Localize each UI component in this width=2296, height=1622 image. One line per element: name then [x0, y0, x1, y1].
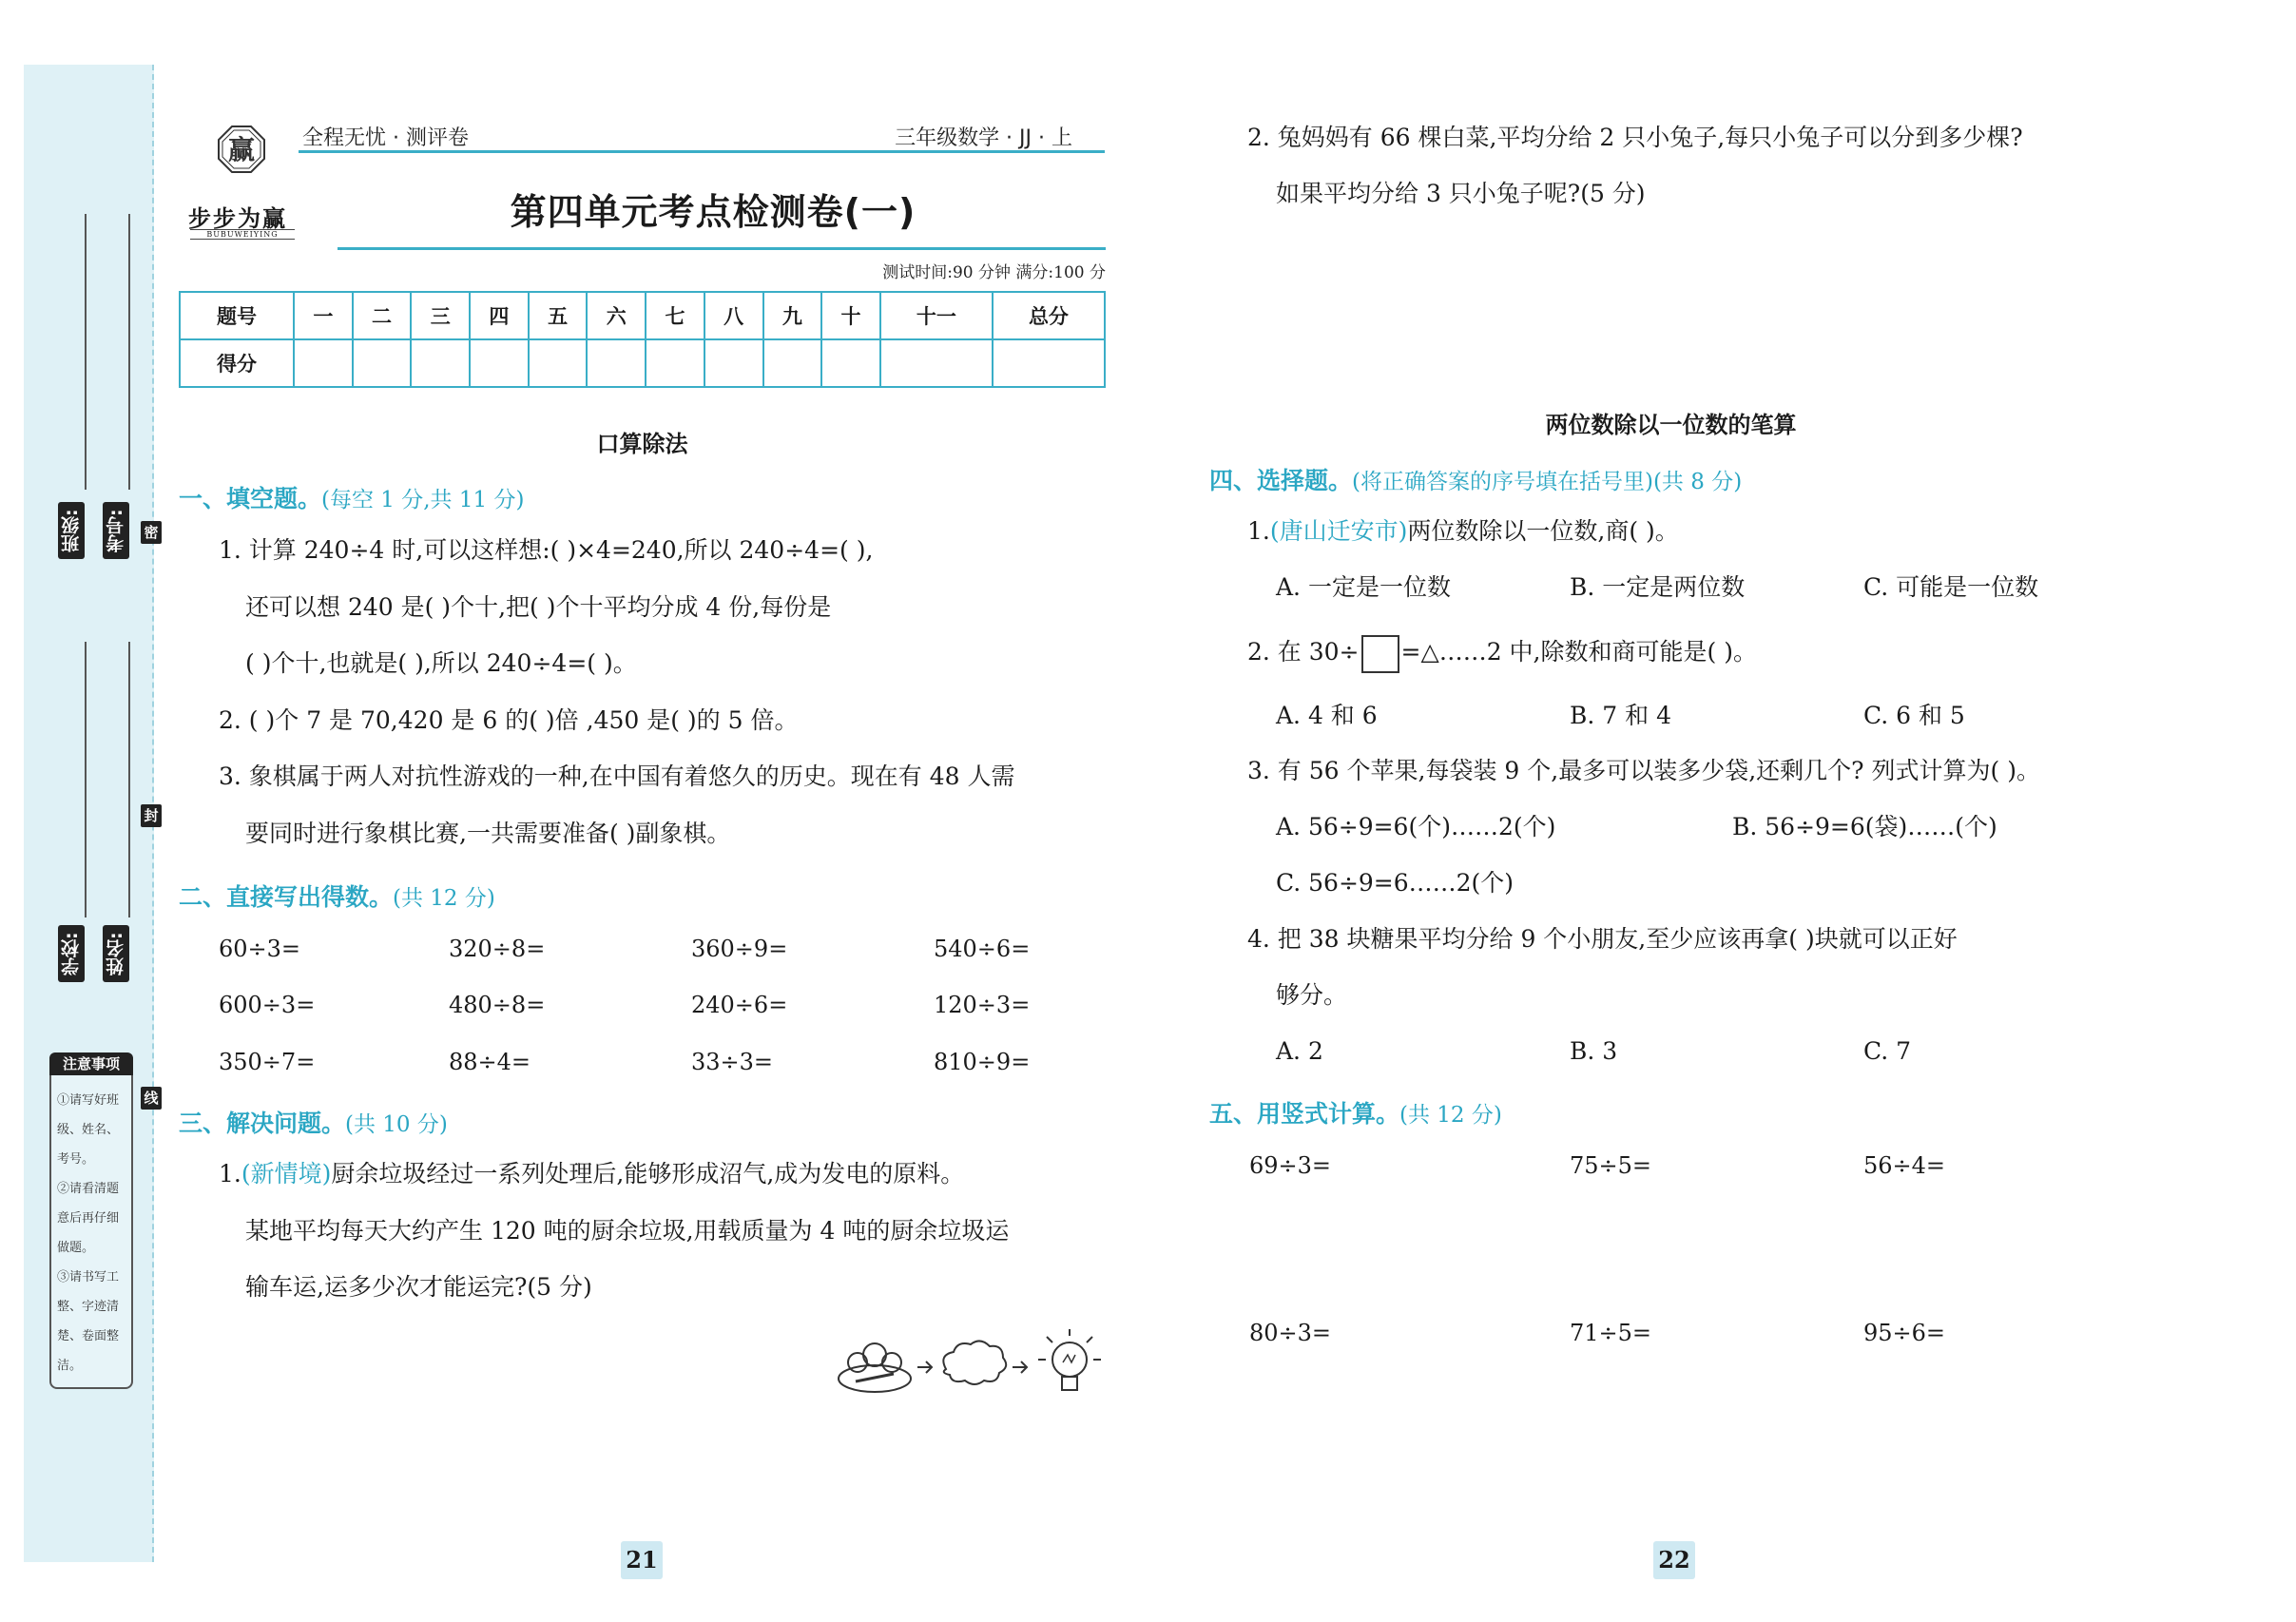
q4-3-line: 3. 有 56 个苹果,每袋装 9 个,最多可以装多少袋,还剩几个? 列式计算为( )。: [1247, 757, 2040, 784]
q4-4-line-a: 4. 把 38 块糖果平均分给 9 个小朋友,至少应该再拿( )块就可以正好: [1247, 925, 1958, 953]
exam-no-label: 考号:: [103, 502, 129, 559]
table-cell: 九: [763, 292, 822, 339]
calc-item: 350÷7=: [219, 1049, 316, 1075]
heading-points: (每空 1 分,共 11 分): [321, 488, 525, 512]
calc-item: 71÷5=: [1570, 1320, 1652, 1346]
calc-item: 69÷3=: [1249, 1152, 1332, 1179]
score-blank[interactable]: [646, 339, 704, 387]
svg-text:赢: 赢: [227, 134, 256, 165]
score-blank[interactable]: [529, 339, 588, 387]
name-label: 姓名:: [103, 925, 129, 982]
q4-1-line: [1247, 519, 1679, 543]
calc-item: 810÷9=: [934, 1049, 1031, 1075]
question-text: 2. 在 30÷: [1247, 638, 1360, 666]
calc-item: 600÷3=: [219, 992, 316, 1018]
question-text: 厨余垃圾经过一系列处理后,能够形成沼气,成为发电的原料。: [331, 1160, 965, 1188]
calc-item: 540÷6=: [934, 936, 1031, 962]
heading-text: 一、填空题。: [179, 485, 322, 512]
waste-to-energy-icon: [837, 1326, 1108, 1404]
section-title-written-division: 两位数除以一位数的笔算: [1545, 412, 1797, 438]
option[interactable]: B. 56÷9=6(袋)……(个): [1732, 813, 1997, 840]
question-number: 1.: [1247, 517, 1270, 545]
option[interactable]: C. 6 和 5: [1863, 702, 1965, 729]
option[interactable]: A. 4 和 6: [1276, 702, 1378, 729]
q1-1-line-c: ( )个十,也就是( ),所以 240÷4=( )。: [245, 649, 637, 677]
option[interactable]: A. 2: [1276, 1037, 1323, 1065]
score-blank[interactable]: [763, 339, 822, 387]
series-name: 全程无忧 · 测评卷: [302, 126, 469, 150]
question-1-heading: [179, 480, 524, 514]
notes-line: ②请看清题: [57, 1182, 120, 1196]
table-cell: 十: [821, 292, 880, 339]
class-write-line: [85, 214, 87, 490]
seal-xian: 线: [141, 1087, 162, 1110]
question-text: =△……2 中,除数和商可能是( )。: [1400, 638, 1757, 666]
heading-points: (共 12 分): [393, 886, 495, 911]
table-cell: 五: [529, 292, 588, 339]
notes-body: [57, 1086, 129, 1381]
score-table-header-row: [180, 292, 1105, 339]
q1-3-line-a: 3. 象棋属于两人对抗性游戏的一种,在中国有着悠久的历史。现在有 48 人需: [219, 763, 1015, 790]
table-cell: 总分: [993, 292, 1105, 339]
q3-1-line-c: 输车运,运多少次才能运完?(5 分): [245, 1273, 592, 1301]
q3-1-line-b: 某地平均每天大约产生 120 吨的厨余垃圾,用载质量为 4 吨的厨余垃圾运: [245, 1217, 1010, 1245]
seal-feng: 封: [141, 804, 162, 827]
score-blank[interactable]: [470, 339, 529, 387]
table-cell: 十一: [880, 292, 993, 339]
table-cell: 三: [411, 292, 470, 339]
calc-item: 320÷8=: [449, 936, 546, 962]
option[interactable]: C. 可能是一位数: [1863, 573, 2039, 601]
option[interactable]: A. 56÷9=6(个)……2(个): [1276, 813, 1556, 840]
page-number-22: 22: [1653, 1541, 1695, 1579]
q1-1-line-b: 还可以想 240 是( )个十,把( )个十平均分成 4 份,每份是: [245, 593, 832, 621]
notes-line: 考号。: [57, 1152, 95, 1167]
q3-2-line-b: 如果平均分给 3 只小兔子呢?(5 分): [1276, 180, 1646, 207]
name-write-line: [128, 642, 130, 917]
section-title-oral-division: 口算除法: [596, 431, 688, 457]
option[interactable]: C. 56÷9=6……2(个): [1276, 869, 1515, 897]
q1-1-line-a: 1. 计算 240÷4 时,可以这样想:( )×4=240,所以 240÷4=( ),: [219, 536, 874, 564]
q3-2-line-a: 2. 兔妈妈有 66 棵白菜,平均分给 2 只小兔子,每只小兔子可以分到多少棵?: [1247, 124, 2023, 151]
option[interactable]: B. 一定是两位数: [1570, 573, 1746, 601]
page-number-21: 21: [621, 1541, 663, 1579]
seal-mi: 密: [141, 521, 162, 544]
score-blank[interactable]: [821, 339, 880, 387]
school-label: 学校:: [58, 925, 85, 982]
notes-line: 做题。: [57, 1241, 95, 1255]
notes-line: 意后再仔细: [57, 1211, 120, 1226]
heading-text: 三、解决问题。: [179, 1110, 346, 1137]
table-cell: 题号: [180, 292, 294, 339]
question-2-heading: [179, 879, 495, 913]
table-cell: 四: [470, 292, 529, 339]
test-meta: 测试时间:90 分钟 满分:100 分: [882, 263, 1106, 282]
notes-line: ①请写好班: [57, 1093, 120, 1108]
question-tag: (新情境): [241, 1160, 332, 1188]
brand-english: BUBUWEIYING: [190, 229, 295, 240]
option[interactable]: C. 7: [1863, 1037, 1912, 1065]
score-blank[interactable]: [294, 339, 353, 387]
score-blank[interactable]: [411, 339, 470, 387]
question-4-heading: [1209, 462, 1742, 496]
question-text: 两位数除以一位数,商( )。: [1407, 517, 1679, 545]
notes-title: 注意事项: [49, 1052, 133, 1075]
table-cell: 八: [704, 292, 763, 339]
calc-item: 240÷6=: [691, 992, 788, 1018]
title-rule: [338, 247, 1106, 250]
question-3-heading: [179, 1105, 448, 1139]
question-tag: (唐山迁安市): [1269, 517, 1408, 545]
heading-points: (共 12 分): [1399, 1103, 1502, 1128]
notes-box: [49, 1052, 133, 1389]
option[interactable]: B. 7 和 4: [1570, 702, 1671, 729]
score-table-score-row: [180, 339, 1105, 387]
q1-2-line: 2. ( )个 7 是 70,420 是 6 的( )倍 ,450 是( )的 5 倍。: [219, 706, 799, 734]
question-number: 1.: [219, 1160, 241, 1188]
score-blank[interactable]: [993, 339, 1105, 387]
calc-item: 60÷3=: [219, 936, 301, 962]
table-cell: 得分: [180, 339, 294, 387]
class-label: 班级:: [58, 502, 85, 559]
score-blank[interactable]: [880, 339, 993, 387]
heading-points: (共 10 分): [345, 1112, 448, 1137]
notes-line: 楚、卷面整: [57, 1329, 120, 1343]
calc-item: 480÷8=: [449, 992, 546, 1018]
score-blank[interactable]: [353, 339, 412, 387]
score-table: [179, 291, 1106, 388]
heading-text: 四、选择题。: [1209, 467, 1353, 494]
notes-line: 级、姓名、: [57, 1123, 120, 1137]
table-cell: 二: [353, 292, 412, 339]
notes-line: ③请书写工: [57, 1270, 120, 1284]
table-cell: 六: [587, 292, 646, 339]
table-cell: 七: [646, 292, 704, 339]
page-title: 第四单元考点检测卷(一): [510, 191, 916, 233]
answer-box[interactable]: [1361, 635, 1399, 673]
grade-book: 三年级数学 · JJ · 上: [895, 126, 1072, 150]
option[interactable]: A. 一定是一位数: [1276, 573, 1451, 601]
calc-item: 33÷3=: [691, 1049, 774, 1075]
calc-item: 88÷4=: [449, 1049, 531, 1075]
calc-item: 56÷4=: [1863, 1152, 1946, 1179]
calc-item: 95÷6=: [1863, 1320, 1946, 1346]
brand-name: 步步为赢: [188, 205, 287, 232]
score-blank[interactable]: [587, 339, 646, 387]
heading-text: 五、用竖式计算。: [1209, 1100, 1400, 1128]
calc-item: 75÷5=: [1570, 1152, 1652, 1179]
school-write-line: [85, 642, 87, 917]
heading-points: (将正确答案的序号填在括号里)(共 8 分): [1352, 470, 1743, 494]
notes-line: 洁。: [57, 1359, 83, 1373]
exam-no-write-line: [128, 214, 130, 490]
calc-item: 80÷3=: [1249, 1320, 1332, 1346]
q3-1-line-a: [219, 1162, 964, 1186]
header-rule: [299, 150, 1105, 153]
option[interactable]: B. 3: [1570, 1037, 1618, 1065]
calc-item: 120÷3=: [934, 992, 1031, 1018]
question-5-heading: [1209, 1095, 1502, 1130]
notes-line: 整、字迹清: [57, 1300, 120, 1314]
table-cell: 一: [294, 292, 353, 339]
calc-item: 360÷9=: [691, 936, 788, 962]
q1-3-line-b: 要同时进行象棋比赛,一共需要准备( )副象棋。: [245, 820, 731, 847]
q4-2-line: [1247, 631, 1757, 673]
score-blank[interactable]: [704, 339, 763, 387]
waste-energy-illustration: [837, 1326, 1108, 1404]
heading-text: 二、直接写出得数。: [179, 883, 394, 911]
q4-4-line-b: 够分。: [1276, 981, 1348, 1009]
